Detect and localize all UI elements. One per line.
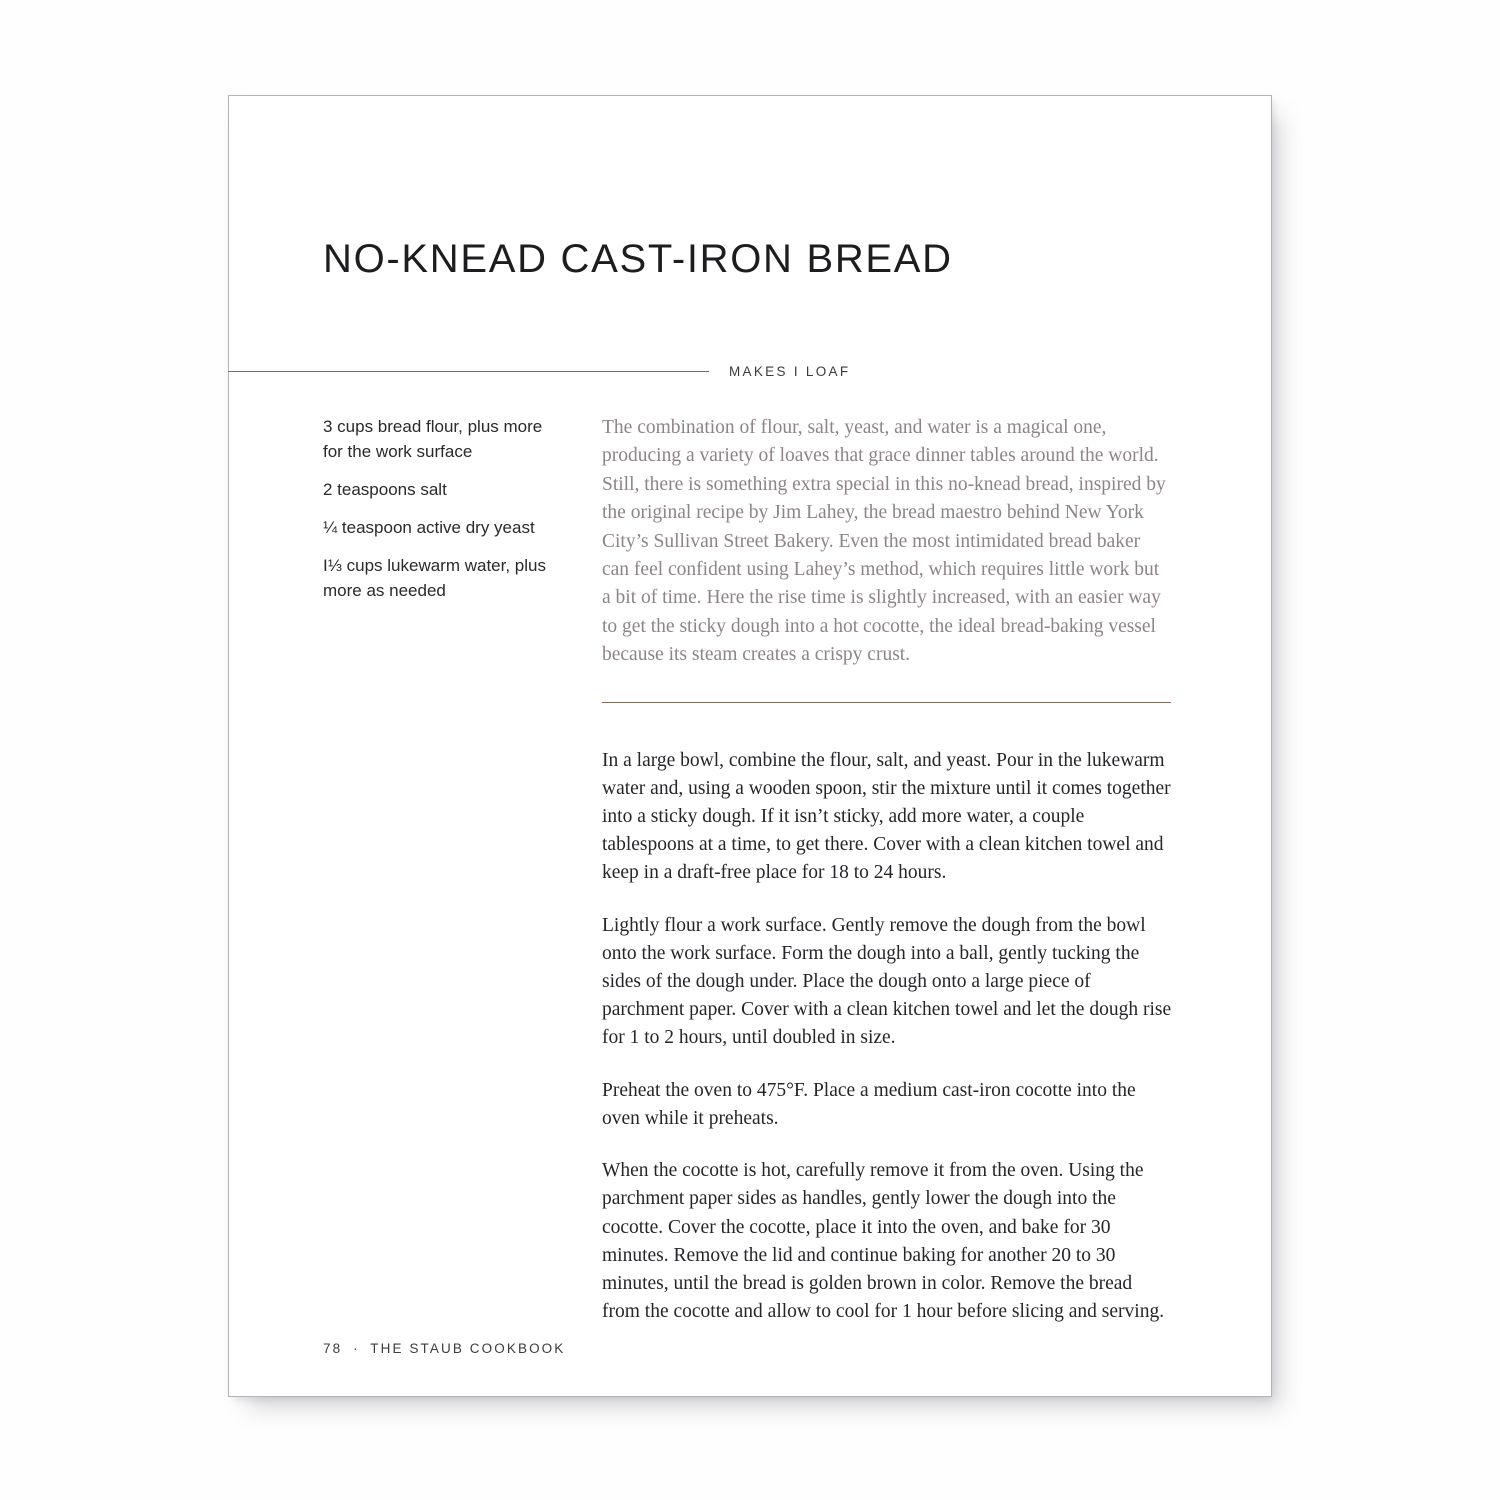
yield-row [228,363,948,379]
ingredients-list [323,414,561,603]
recipe-headnote: The combination of flour, salt, yeast, and water is a magical one, producing a variety of loaves that grace dinner tables around the world. Still, there is something extra special in this no-knead bread, inspired by the original recipe by Jim Lahey, the bread maestro behind New York City’s Sullivan Street Bakery. Even the most intimidated bread baker can feel confident using Lahey’s method, which requires little work but a bit of time. Here the rise time is slightly increased, with an easier way to get the sticky dough into a hot cocotte, the ideal bread-baking vessel because its steam creates a crispy crust. [602,417,1166,666]
instructions-column [602,414,1172,1326]
list-item: 2 teaspoons salt [323,480,447,499]
step-paragraph: In a large bowl, combine the flour, salt, and yeast. Pour in the lukewarm water and, using a wooden spoon, stir the mixture until it comes together into a sticky dough. If it isn’t sticky, add more water, a couple tablespoons at a time, to get there. Cover with a clean kitchen towel and keep in a draft-free place for 18 to 24 hours. [602,749,1171,884]
step-paragraph: When the cocotte is hot, carefully remove it from the oven. Using the parchment paper sides as handles, gently lower the dough into the cocotte. Cover the cocotte, place it into the oven, and bake for 30 minutes. Remove the lid and continue baking for another 20 to 30 minutes, until the bread is golden brown in color. Remove the bread from the cocotte and allow to cool for 1 hour before slicing and serving. [602,1160,1165,1323]
footer-separator: · [353,1341,360,1356]
step-paragraph: Lightly flour a work surface. Gently remove the dough from the bowl onto the work surface. Form the dough into a ball, gently tucking the sides of the dough under. Place the dough onto a large piece of parchment paper. Cover with a clean kitchen towel and let the dough rise for 1 to 2 hours, until doubled in size. [602,914,1172,1049]
recipe-body [229,414,1270,1323]
yield-rule-divider [228,371,709,372]
page-number: 78 [323,1341,343,1356]
cookbook-page [228,95,1272,1397]
page-title: NO-KNEAD CAST-IRON BREAD [323,236,953,281]
section-divider [602,702,1171,703]
step-paragraph: Preheat the oven to 475°F. Place a medium cast-iron cocotte into the oven while it preheats. [602,1079,1136,1129]
yield-label: MAKES I LOAF [729,363,851,379]
list-item: ¼ teaspoon active dry yeast [323,518,535,537]
method-steps [602,747,1172,1327]
page-footer [323,1341,565,1356]
list-item: I⅓ cups lukewarm water, plus more as needed [323,556,546,600]
list-item: 3 cups bread flour, plus more for the work surface [323,417,543,461]
book-title: THE STAUB COOKBOOK [370,1341,566,1356]
